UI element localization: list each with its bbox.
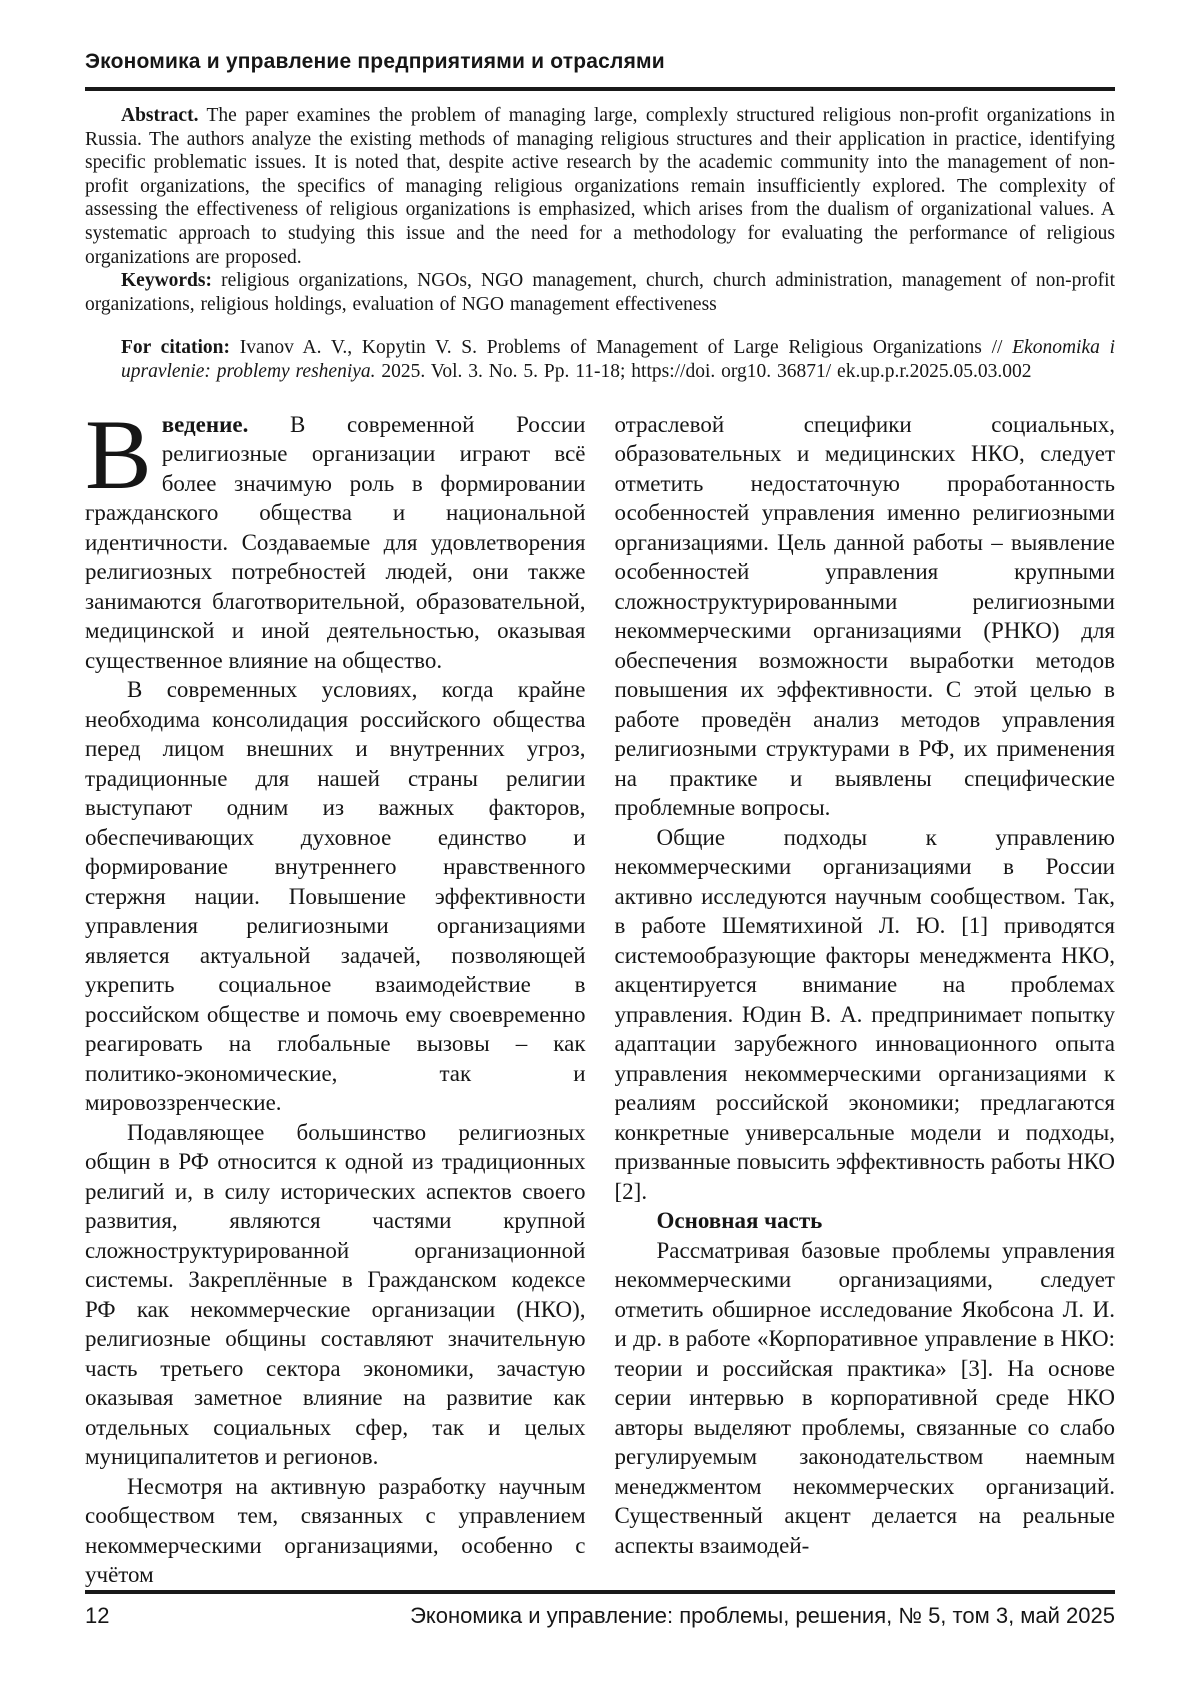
intro-paragraph: [85, 398, 586, 676]
right-column: [615, 410, 1116, 1590]
keywords-paragraph: [85, 269, 1115, 316]
citation-paragraph: [121, 336, 1115, 383]
intro-lead: ведение.: [161, 411, 249, 437]
abstract-label: Abstract.: [121, 105, 199, 126]
keywords-text: religious organizations, NGOs, NGO management, church, church administration, management of non-profit organizations, religious holdings, evaluation of NGO management effectiveness: [85, 270, 1115, 315]
article-columns: [85, 398, 1115, 1590]
body-paragraph: Рассматривая базовые проблемы управления некоммерческими организациями, следует отметить обширное исследование Якобсона Л. И. и др. в работе «Корпоративное управление в НКО: теории и российская практика» [3]. На основе серии интервью в корпоративной среде НКО авторы выделяют проблемы, связанные со слабо регулируемым законодательством наемным менеджментом некоммерческих организаций. Существенный акцент делается на реальные аспекты взаимодей-: [614, 1237, 1115, 1558]
citation-tail: 2025. Vol. 3. No. 5. Pp. 11-18; https://doi. org10. 36871/ ek.up.p.r.2025.05.03.002: [381, 360, 1032, 382]
intro-dropcap: В: [85, 398, 152, 510]
footer-journal-line: Экономика и управление: проблемы, решения, № 5, том 3, май 2025: [410, 1602, 1115, 1628]
body-paragraph: В современных условиях, когда крайне необходима консолидация российского общества перед лицом внешних и внутренних угроз, традиционные для нашей страны религии выступают одним из важных факторов, обеспечивающих духовное единство и формирование внутреннего нравственного стержня нации. Повышение эффективности управления религиозными организациями является актуальной задачей, позволяющей укрепить социальное взаимодействие в российском обществе и помочь ему своевременно реагировать на глобальные вызовы – как политико-экономические, так и мировоззренческие.: [85, 677, 586, 1116]
citation-authors: Ivanov A. V., Kopytin V. S. Problems of Management of Large Religious Organizations //: [239, 337, 1003, 359]
body-paragraph-continuation: отраслевой специфики социальных, образовательных и медицинских НКО, следует отметить недостаточную проработанность особенностей управления именно религиозными организациями. Цель данной работы – выявление особенностей управления крупными сложноструктурированными религиозными некоммерческими организациями (РНКО) для обеспечения возможности выработки методов повышения их эффективности. С этой целью в работе проведён анализ методов управления религиозными структурами в РФ, их применения на практике и выявлены специфические проблемные вопросы.: [614, 411, 1115, 821]
body-paragraph: Несмотря на активную разработку научным сообществом тем, связанных с управлением некоммерческими организациями, особенно с учётом: [85, 1473, 586, 1588]
abstract-paragraph: [85, 104, 1115, 269]
section-heading: Основная часть: [656, 1208, 823, 1234]
keywords-label: Keywords:: [121, 270, 212, 292]
abstract-text: The paper examines the problem of managing large, complexly structured religious non-profit organizations in Russia. The authors analyze the existing methods of managing religious structures and their application in practice, identifying specific problematic issues. It is noted that, despite active research by the academic community into the management of non-profit organizations, the specifics of managing religious organizations remain insufficiently explored. The complexity of assessing the effectiveness of religious organizations is emphasized, which arises from the dualism of organizational values. A systematic approach to studying this issue and the need for a methodology for evaluating the performance of religious organizations are proposed.: [85, 105, 1115, 268]
page-number: 12: [85, 1602, 110, 1628]
citation-label: For citation:: [121, 337, 230, 359]
left-column: [85, 398, 586, 1590]
header-rule: [85, 87, 1115, 91]
citation-journal-title: Ekonomika i upravlenie: problemy resheniya.: [121, 337, 1115, 382]
footer: [85, 1590, 1115, 1698]
running-head: Экономика и управление предприятиями и отраслями: [85, 50, 665, 73]
intro-text: В современной России религиозные организации играют всё более значимую роль в формировании гражданского общества и национальной идентичности. Создаваемые для удовлетворения религиозных потребностей людей, они также занимаются благотворительной, образовательной, медицинской и иной деятельностью, оказывая существенное влияние на общество.: [85, 411, 586, 673]
body-paragraph: Подавляющее большинство религиозных общин в РФ относится к одной из традиционных религий и, в силу исторических аспектов своего развития, являются частями крупной сложноструктурированной организационной системы. Закреплённые в Гражданском кодексе РФ как некоммерческие организации (НКО), религиозные общины составляют значительную часть третьего сектора экономики, зачастую оказывая заметное влияние на развитие как отдельных социальных сфер, так и целых муниципалитетов и регионов.: [85, 1119, 586, 1470]
footer-rule: [85, 1590, 1115, 1594]
footer-row: [85, 1603, 1115, 1629]
body-paragraph: Общие подходы к управлению некоммерческими организациями в России активно исследуются научным сообществом. Так, в работе Шемятихиной Л. Ю. [1] приводятся системообразующие факторы менеджмента НКО, акцентируется внимание на проблемах управления. Юдин В. А. предпринимает попытку адаптации зарубежного инновационного опыта управления некоммерческими организациями к реалиям российской экономики; предлагаются конкретные универсальные модели и подходы, призванные повысить эффективность работы НКО [2].: [614, 824, 1115, 1204]
